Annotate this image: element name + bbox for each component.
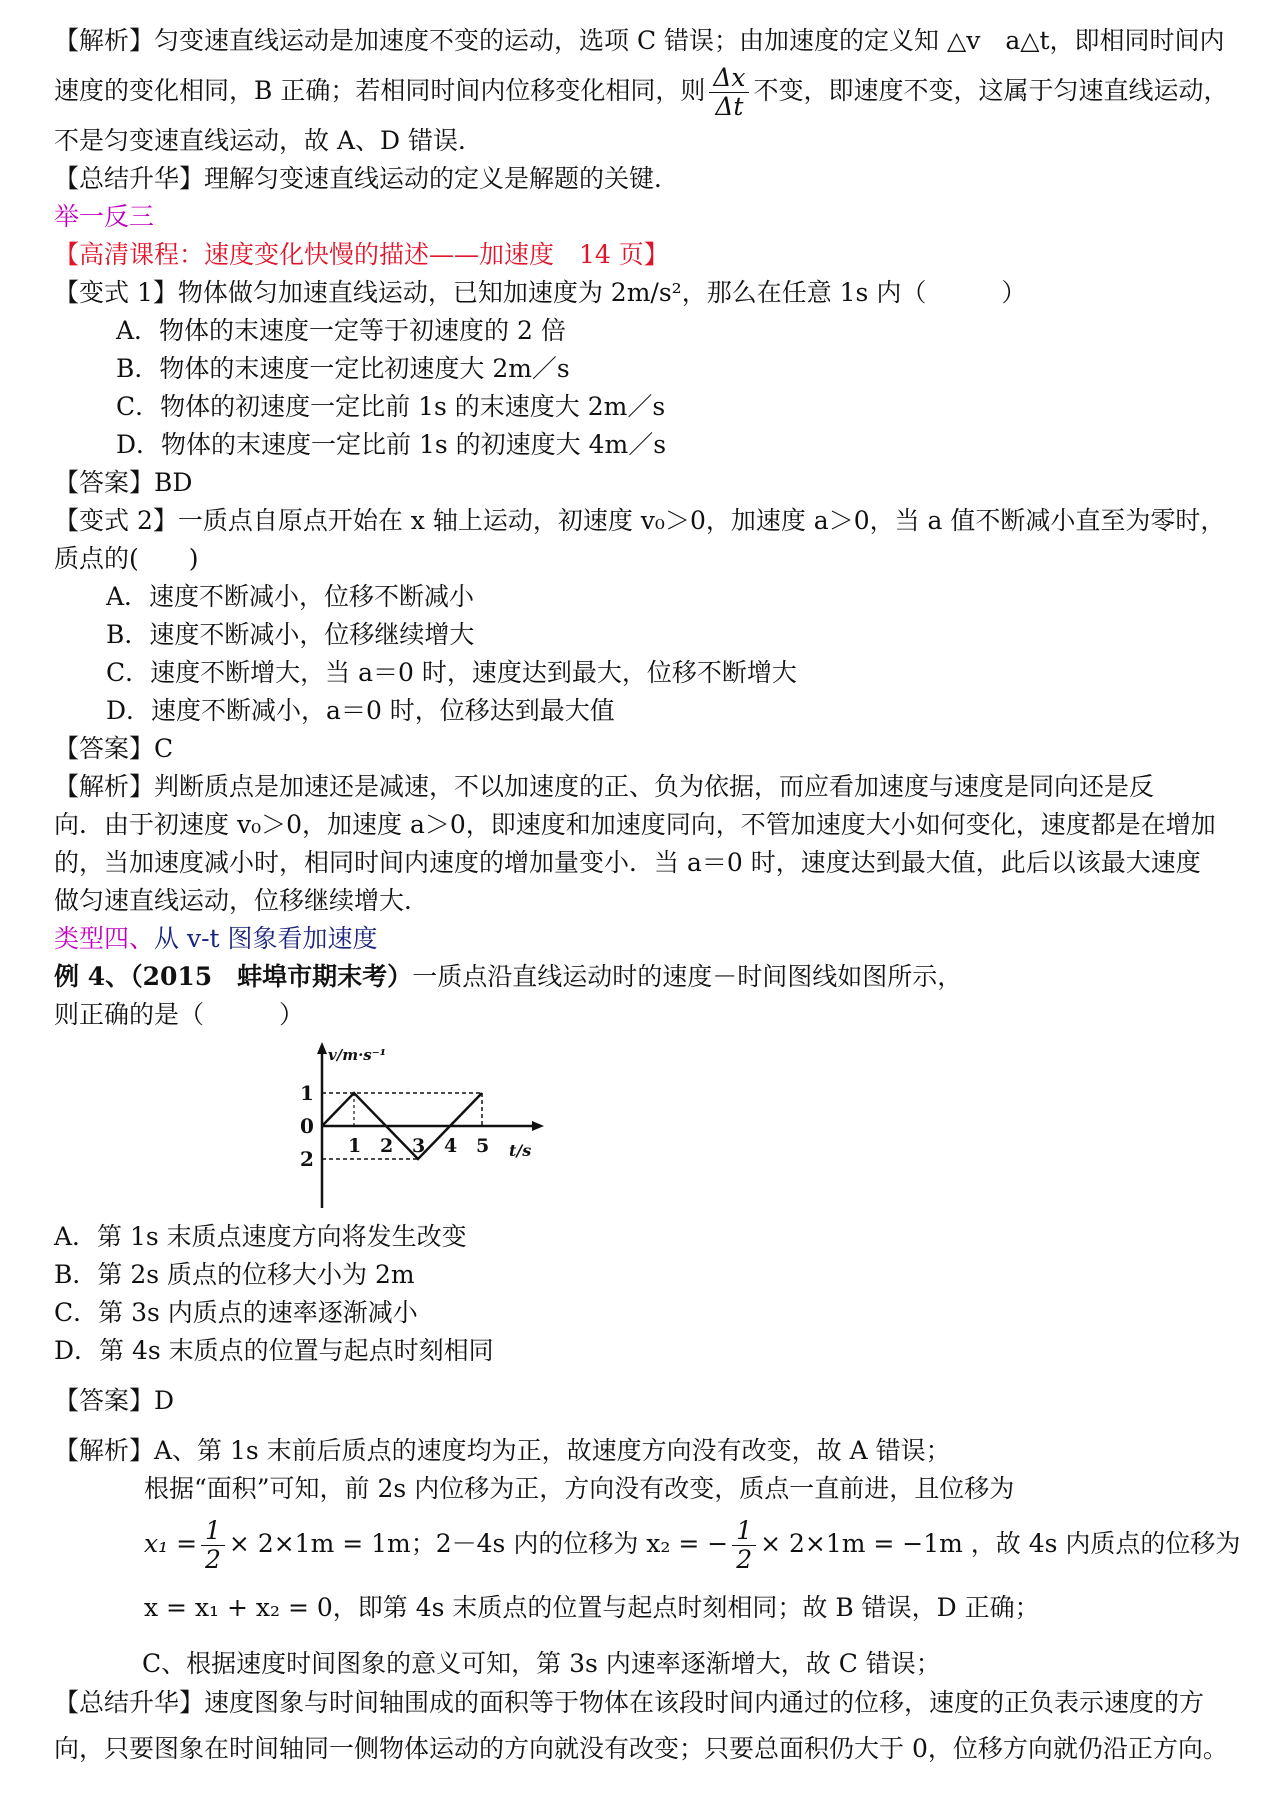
example-4-analysis-5: C、根据速度时间图象的意义可知，第 3s 内速率逐渐增大，故 C 错误； [142, 1649, 941, 1678]
example-4-stem [54, 958, 1229, 996]
fraction-one-half-2 [732, 1517, 756, 1574]
example-4-answer: 【答案】D [54, 1386, 175, 1415]
x-tick-label: 2 [380, 1135, 394, 1157]
variant-2-option-b: B．速度不断减小，位移继续增大 [106, 620, 475, 649]
x-tick-label: 4 [444, 1135, 458, 1157]
type4-heading [54, 920, 1229, 958]
variant-2-option-d: D．速度不断减小，a＝0 时，位移达到最大值 [106, 696, 615, 725]
example-4-stem-2: 则正确的是（ ） [54, 1000, 305, 1029]
formula-end: × 2×1m = −1m ，故 4s 内质点的位移为 [760, 1529, 1241, 1558]
x-tick-label: 1 [348, 1135, 362, 1157]
document-page [54, 22, 1241, 1768]
section-heading-juyi: 举一反三 [54, 202, 155, 231]
x-axis-label: t/s [509, 1141, 532, 1160]
x-tick-label: 3 [412, 1135, 426, 1157]
x-tick-label: 5 [476, 1135, 490, 1157]
example-4-analysis-4: x = x₁ + x₂ = 0，即第 4s 末质点的位置与起点时刻相同；故 B 错误，D 正确； [144, 1593, 1040, 1622]
example-4-analysis-3 [54, 1508, 1241, 1580]
variant-2-analysis-1: 【解析】判断质点是加速还是减速，不以加速度的正、负为依据，而应看加速度与速度是同向还是反 [54, 772, 1155, 801]
variant-2-analysis-4: 做匀速直线运动，位移继续增大． [54, 886, 430, 915]
example-4-analysis-1: 【解析】A、第 1s 末前后质点的速度均为正，故速度方向没有改变，故 A 错误； [54, 1436, 951, 1465]
variant-1-option-a: A．物体的末速度一定等于初速度的 2 倍 [116, 316, 566, 345]
type4-heading-title: 从 v-t 图象看加速度 [154, 924, 378, 953]
fraction-dx-dt [709, 64, 749, 121]
example-4-label: 例 4、（2015 蚌埠市期末考） [54, 962, 413, 991]
type4-heading-prefix: 类型四、 [54, 924, 155, 953]
variant-1-option-b: B．物体的末速度一定比初速度大 2m／s [116, 354, 570, 383]
example-4-option-d: D．第 4s 末质点的位置与起点时刻相同 [54, 1336, 494, 1365]
course-heading: 【高清课程：速度变化快慢的描述——加速度 14 页】 [54, 240, 669, 269]
analysis-line-1: 【解析】匀变速直线运动是加速度不变的运动，选项 C 错误；由加速度的定义知 △v a△t，即相同时间内 [54, 26, 1225, 55]
example-4-option-c: C．第 3s 内质点的速率逐渐减小 [54, 1298, 418, 1327]
variant-2-analysis-2: 向．由于初速度 v₀＞0，加速度 a＞0，即速度和加速度同向，不管加速度大小如何变化，速度都是在增加 [54, 810, 1216, 839]
fraction-one-half-1 [201, 1517, 225, 1574]
example-4-analysis-2: 根据“面积”可知，前 2s 内位移为正，方向没有改变，质点一直前进，且位移为 [144, 1474, 1015, 1503]
vt-graph [284, 1038, 1229, 1218]
x-axis-arrow [532, 1121, 544, 1131]
variant-1-stem: 【变式 1】物体做匀加速直线运动，已知加速度为 2m/s²，那么在任意 1s 内（ ） [54, 278, 1027, 307]
example-4-summary-2: 向，只要图象在时间轴同一侧物体运动的方向就没有改变；只要总面积仍大于 0，位移方向就仍沿正方向。 [54, 1734, 1228, 1763]
variant-2-option-a: A．速度不断减小，位移不断减小 [106, 582, 475, 611]
analysis-line-2a: 速度的变化相同，B 正确；若相同时间内位移变化相同，则 [54, 76, 706, 105]
y-tick-label: 1 [300, 1081, 314, 1105]
variant-2-answer: 【答案】C [54, 734, 174, 763]
variant-2-stem-2: 质点的( ) [54, 544, 199, 573]
example-4-text: 一质点沿直线运动时的速度－时间图线如图所示， [412, 962, 963, 991]
fraction-numerator: Δx [709, 64, 749, 93]
analysis-line-2b: 不变，即速度不变，这属于匀速直线运动， [753, 76, 1229, 105]
variant-2-option-c: C．速度不断增大，当 a＝0 时，速度达到最大，位移不断增大 [106, 658, 797, 687]
fraction-denominator: Δt [715, 92, 744, 121]
variant-1-answer: 【答案】BD [54, 468, 193, 497]
summary-line: 【总结升华】理解匀变速直线运动的定义是解题的关键． [54, 164, 680, 193]
fraction-denominator: 2 [205, 1545, 221, 1574]
example-4-option-a: A．第 1s 末质点速度方向将发生改变 [54, 1222, 467, 1251]
y-tick-label: 2 [300, 1147, 314, 1171]
variant-2-analysis-3: 的，当加速度减小时，相同时间内速度的增加量变小．当 a＝0 时，速度达到最大值，此后以该最大速度 [54, 848, 1201, 877]
vt-graph-svg [284, 1038, 564, 1218]
formula-middle: × 2×1m = 1m；2－4s 内的位移为 x₂ = − [228, 1529, 729, 1558]
fraction-numerator: 1 [201, 1517, 225, 1546]
example-4-option-b: B．第 2s 质点的位移大小为 2m [54, 1260, 415, 1289]
analysis-line-3: 不是匀变速直线运动，故 A、D 错误． [54, 126, 483, 155]
formula-x1: x₁ = [144, 1529, 198, 1558]
fraction-denominator: 2 [736, 1545, 753, 1574]
y-axis-arrow [317, 1042, 327, 1054]
variant-2-stem-1: 【变式 2】一质点自原点开始在 x 轴上运动，初速度 v₀＞0，加速度 a＞0，当 a 值不断减小直至为零时， [54, 506, 1226, 535]
variant-1-option-d: D．物体的末速度一定比前 1s 的初速度大 4m／s [116, 430, 667, 459]
y-tick-label: 0 [300, 1114, 314, 1138]
fraction-numerator: 1 [732, 1517, 756, 1546]
analysis-line-2 [54, 60, 1229, 122]
example-4-summary-1: 【总结升华】速度图象与时间轴围成的面积等于物体在该段时间内通过的位移，速度的正负表示速度的方 [54, 1688, 1205, 1717]
variant-1-option-c: C．物体的初速度一定比前 1s 的末速度大 2m／s [116, 392, 666, 421]
y-axis-label: v/m·s⁻¹ [328, 1046, 387, 1064]
